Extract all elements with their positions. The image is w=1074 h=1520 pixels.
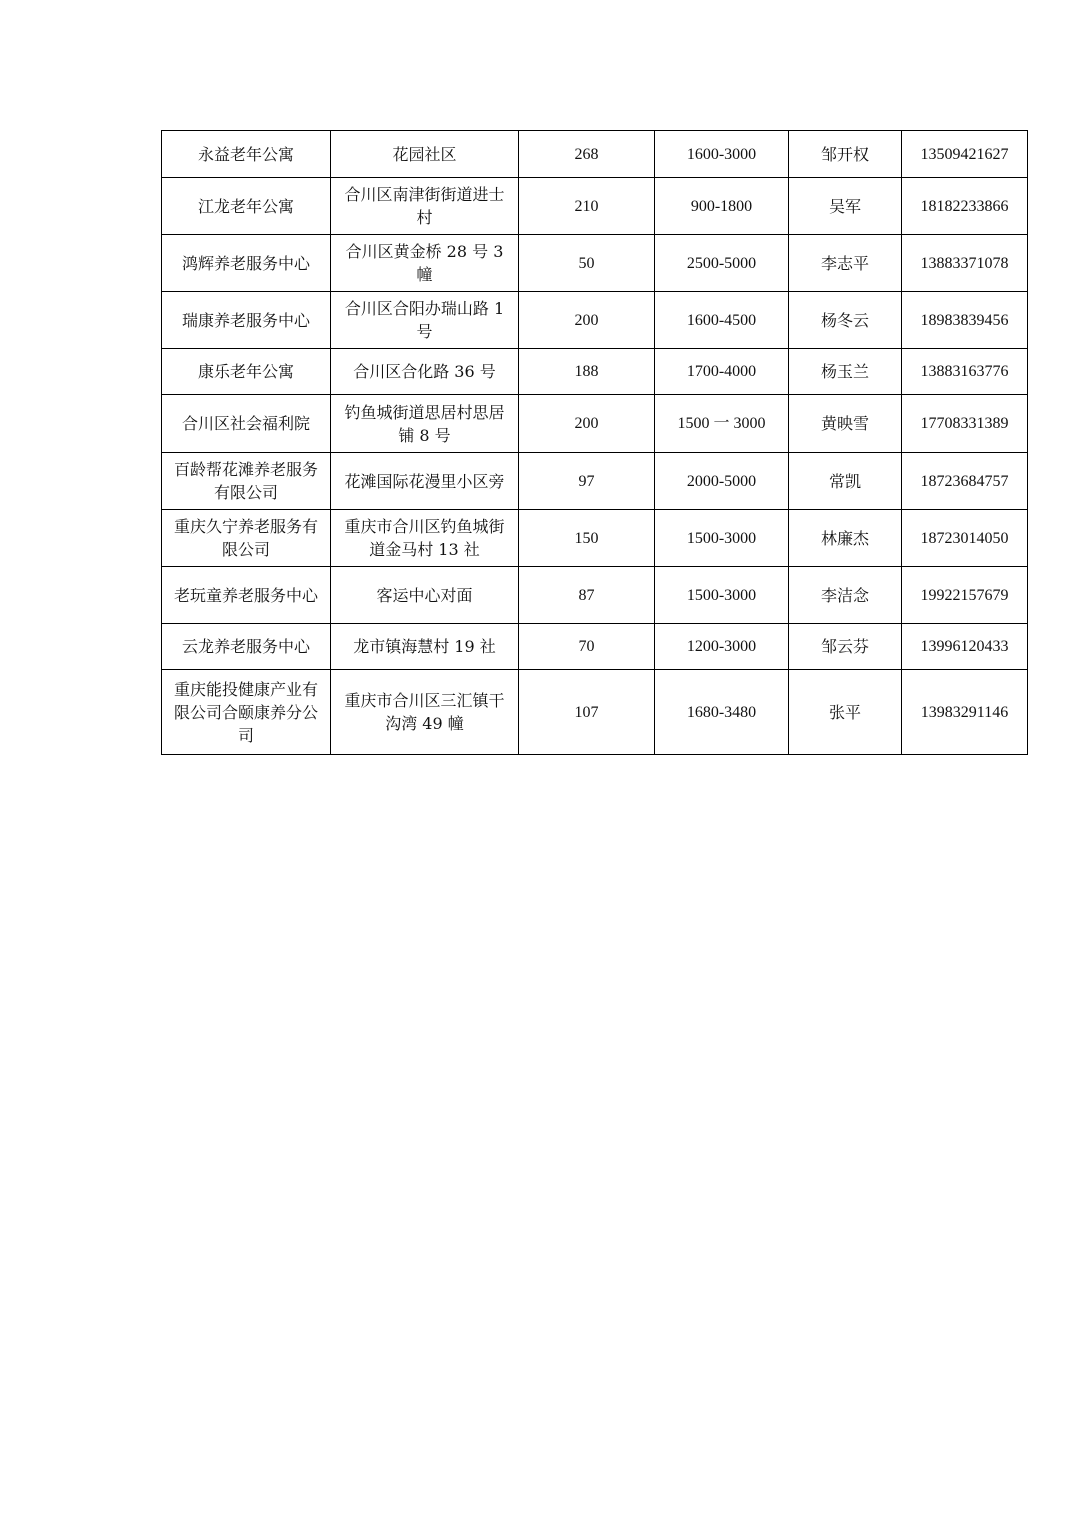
- phone-cell: 13996120433: [902, 624, 1028, 670]
- phone-cell: 13883371078: [902, 235, 1028, 292]
- facility-name-cell: 百龄帮花滩养老服务有限公司: [162, 453, 331, 510]
- phone-cell: 13883163776: [902, 349, 1028, 395]
- facility-name-cell: 鸿辉养老服务中心: [162, 235, 331, 292]
- phone-cell: 18723014050: [902, 510, 1028, 567]
- address-cell: 合川区黄金桥 28 号 3 幢: [331, 235, 519, 292]
- phone-cell: 18182233866: [902, 178, 1028, 235]
- price-cell: 1200-3000: [655, 624, 789, 670]
- facility-name-cell: 重庆能投健康产业有限公司合颐康养分公司: [162, 670, 331, 755]
- facility-name-cell: 江龙老年公寓: [162, 178, 331, 235]
- table-row: [162, 624, 1028, 670]
- beds-cell: 97: [519, 453, 655, 510]
- table-row: [162, 235, 1028, 292]
- price-cell: 1500-3000: [655, 510, 789, 567]
- beds-cell: 150: [519, 510, 655, 567]
- address-cell: 重庆市合川区钓鱼城街道金马村 13 社: [331, 510, 519, 567]
- address-cell: 花园社区: [331, 131, 519, 178]
- table-row: [162, 178, 1028, 235]
- contact-cell: 常凯: [789, 453, 902, 510]
- contact-cell: 李洁念: [789, 567, 902, 624]
- contact-cell: 黄映雪: [789, 395, 902, 453]
- price-cell: 1680-3480: [655, 670, 789, 755]
- address-cell: 客运中心对面: [331, 567, 519, 624]
- phone-cell: 19922157679: [902, 567, 1028, 624]
- beds-cell: 87: [519, 567, 655, 624]
- facility-name-cell: 瑞康养老服务中心: [162, 292, 331, 349]
- facility-name-cell: 康乐老年公寓: [162, 349, 331, 395]
- price-cell: 2000-5000: [655, 453, 789, 510]
- price-cell: 1500-3000: [655, 567, 789, 624]
- phone-cell: 18983839456: [902, 292, 1028, 349]
- beds-cell: 107: [519, 670, 655, 755]
- beds-cell: 210: [519, 178, 655, 235]
- beds-cell: 50: [519, 235, 655, 292]
- price-cell: 2500-5000: [655, 235, 789, 292]
- phone-cell: 13509421627: [902, 131, 1028, 178]
- facility-name-cell: 合川区社会福利院: [162, 395, 331, 453]
- table-row: [162, 395, 1028, 453]
- beds-cell: 188: [519, 349, 655, 395]
- table-row: [162, 292, 1028, 349]
- elderly-care-table: [161, 130, 1028, 755]
- beds-cell: 200: [519, 292, 655, 349]
- phone-cell: 18723684757: [902, 453, 1028, 510]
- facility-name-cell: 云龙养老服务中心: [162, 624, 331, 670]
- table-row: [162, 131, 1028, 178]
- price-cell: 1600-4500: [655, 292, 789, 349]
- contact-cell: 吴军: [789, 178, 902, 235]
- address-cell: 重庆市合川区三汇镇干沟湾 49 幢: [331, 670, 519, 755]
- address-cell: 花滩国际花漫里小区旁: [331, 453, 519, 510]
- contact-cell: 林廉杰: [789, 510, 902, 567]
- phone-cell: 13983291146: [902, 670, 1028, 755]
- table-row: [162, 453, 1028, 510]
- contact-cell: 杨玉兰: [789, 349, 902, 395]
- address-cell: 合川区合化路 36 号: [331, 349, 519, 395]
- price-cell: 1600-3000: [655, 131, 789, 178]
- table-body: [162, 131, 1028, 755]
- beds-cell: 268: [519, 131, 655, 178]
- table-row: [162, 670, 1028, 755]
- price-cell: 1700-4000: [655, 349, 789, 395]
- beds-cell: 200: [519, 395, 655, 453]
- facility-name-cell: 永益老年公寓: [162, 131, 331, 178]
- contact-cell: 张平: [789, 670, 902, 755]
- phone-cell: 17708331389: [902, 395, 1028, 453]
- contact-cell: 邹云芬: [789, 624, 902, 670]
- address-cell: 合川区合阳办瑞山路 1 号: [331, 292, 519, 349]
- address-cell: 龙市镇海慧村 19 社: [331, 624, 519, 670]
- contact-cell: 邹开权: [789, 131, 902, 178]
- address-cell: 钓鱼城街道思居村思居铺 8 号: [331, 395, 519, 453]
- price-cell: 1500 一 3000: [655, 395, 789, 453]
- table-row: [162, 510, 1028, 567]
- facility-name-cell: 老玩童养老服务中心: [162, 567, 331, 624]
- facility-name-cell: 重庆久宁养老服务有限公司: [162, 510, 331, 567]
- table-row: [162, 349, 1028, 395]
- price-cell: 900-1800: [655, 178, 789, 235]
- address-cell: 合川区南津街街道进士村: [331, 178, 519, 235]
- beds-cell: 70: [519, 624, 655, 670]
- contact-cell: 杨冬云: [789, 292, 902, 349]
- contact-cell: 李志平: [789, 235, 902, 292]
- table-row: [162, 567, 1028, 624]
